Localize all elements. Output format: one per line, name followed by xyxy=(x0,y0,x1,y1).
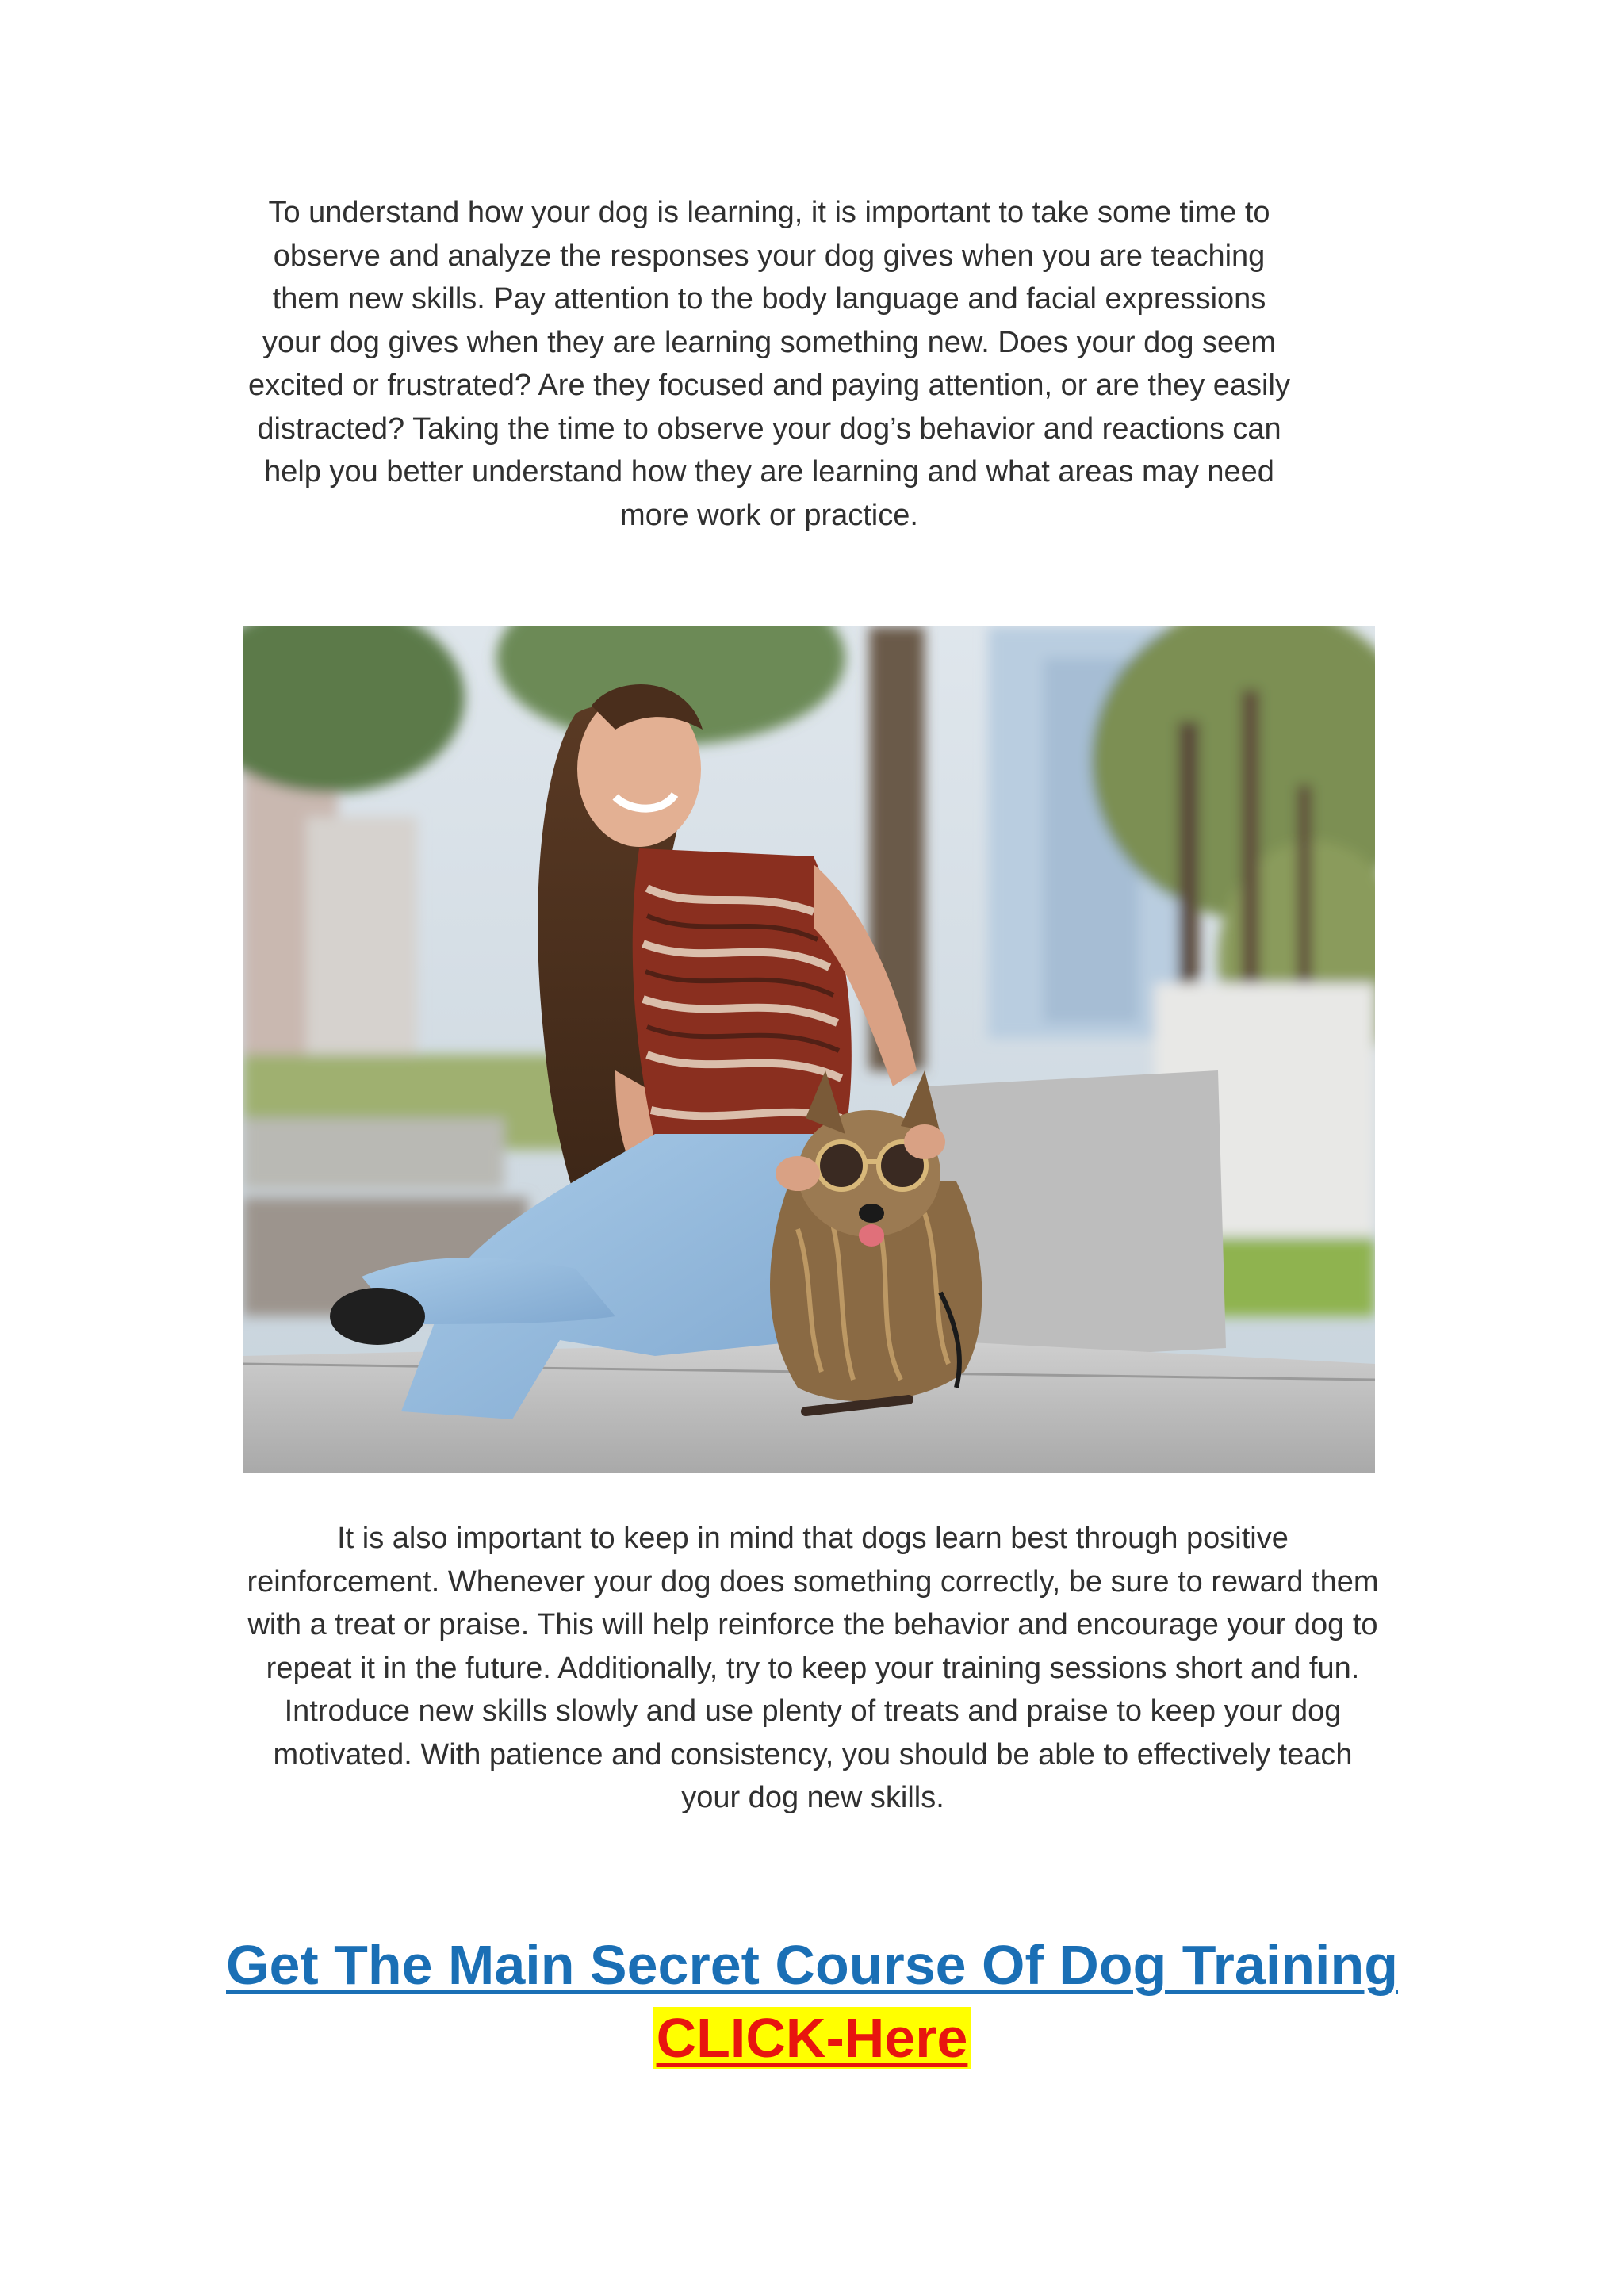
click-here-container xyxy=(0,2004,1624,2072)
course-link[interactable]: Get The Main Secret Course Of Dog Training xyxy=(226,1934,1398,1996)
paragraph-intro: To understand how your dog is learning, it is important to take some time to observe and analyze the responses your dog gives when you are teaching them new skills. Pay attention to the body language and facial expressions your dog gives when they are learning something new. Does your dog seem excited or frustrated? Are they focused and paying attention, or are they easily distracted? Taking the time to observe your dog’s behavior and reactions can help you better understand how they are learning and what areas may need more work or practice. xyxy=(248,196,1290,532)
paragraph-reinforcement: It is also important to keep in mind that dogs learn best through positive reinforcement. Whenever your dog does something correctly, be sure to reward them with a treat or praise. This will help reinforce the behavior and encourage your dog to repeat it in the future. Additionally, try to keep your training sessions short and fun. Introduce new skills slowly and use plenty of treats and praise to keep your dog motivated. With patience and consistency, you should be able to effectively teach your dog new skills. xyxy=(247,1522,1379,1814)
click-here-link[interactable]: CLICK-Here xyxy=(653,2007,971,2069)
woman-with-dog-photo xyxy=(243,626,1375,1473)
